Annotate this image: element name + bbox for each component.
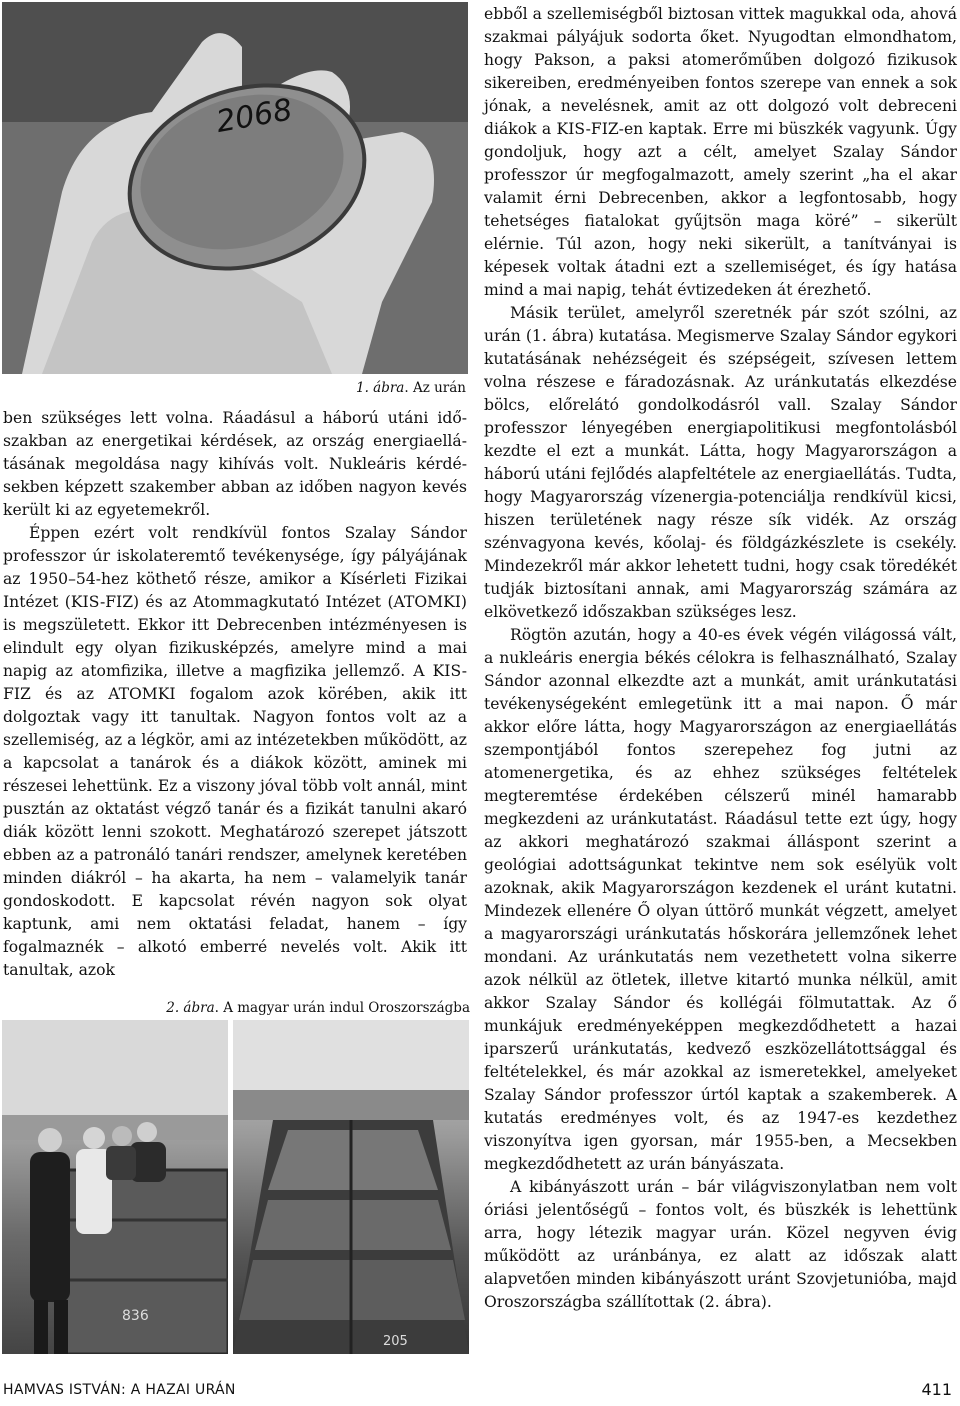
figure-2-photo-people xyxy=(2,1020,228,1354)
left-text-column xyxy=(3,407,467,982)
right-paragraph-2: Másik terület, amelyről szeretnék pár szót szólni, az urán (1. ábra) kutatása. Megismerve Szalay Sándor egykori kutatásának nehézségeit és szépségeit, szívesen lettem volna részese e fáradozásnak. Az uránkutatás elkezdése bölcs, előrelátó gondolkodásról vall. Szalay Sándor professzor lényegében energiapolitikusi megfontolásból kezdte el ezt a munkát. Látta, hogy Magyarországon a háború utáni fejlődés alapfeltétele az energiaellátás. Tudta, hogy Magyarország vízenergia-potenciálja rendkívül kicsi, hiszen területének nagy része sík vidék. Az ország szénvagyona kevés, kőolaj- és földgázkészlete is csekély. Mindezekről már akkor lehetett tudni, hogy csak töredékét tudják biztosítani annak, ami Magyarország számára az elkövetkező időszakban szükséges lesz. xyxy=(484,304,957,621)
right-text-column xyxy=(484,3,957,1314)
figure-1-number: 1. ábra xyxy=(355,380,405,396)
figure-2-number: 2. ábra xyxy=(166,1000,215,1016)
left-paragraph-2: Éppen ezért volt rendkívül fontos Szalay Sándor professzor úr iskolateremtő tevékenysége, így pályájának az 1950–54-hez köthető része, amikor a Kísérleti Fizikai Intézet (KIS-FIZ) és az Atommagkutató Intézet (ATOMKI) is megszületett. Ekkor itt Debrecenben intézményesen is elindult egy olyan fizikusképzés, amelyre mind a mai napig az atomfizika, illetve a magfizika jellemző. A KIS-FIZ és az ATOMKI fogalom azok körében, akik itt dolgoztak vagy itt tanultak. Nagyon fontos volt az a szellemiség, az a légkör, ami az intézetekben működött, az a kapcsolat a tanárok és a diákok között, aminek mi részesei lehettünk. Ez a viszony jóval több volt annál, mint pusztán az oktatást végző tanár és a fizikát tanulni akaró diák között lenni szokott. Meghatározó szerepet játszott ebben az a patronáló tanári rendszer, amelynek keretében minden diákról – ha akarta, ha nem – valamelyik tanár gondoskodott. E kapcsolat révén nagyon sok olyat kaptunk, ami nem oktatási feladat, hanem – így fogalmaznék – alkotó emberré nevelés volt. Akik itt tanultak, azok xyxy=(3,524,467,979)
figure-2-caption-text: . A magyar urán indul Oroszországba xyxy=(214,1000,470,1016)
running-head: HAMVAS ISTVÁN: A HAZAI URÁN xyxy=(3,1382,236,1398)
figure-2-photo-railcars xyxy=(233,1020,469,1354)
right-paragraph-3: Rögtön azután, hogy a 40-es évek végén világossá vált, a nukleáris energia békés célokra is felhasználható, Szalay Sándor azonnal elkezdte azt a munkát, amit uránkutatási tevékenységeként emlegetünk itt a mai napon. Ő már akkor előre látta, hogy Magyarországon az energiaellátás szempontjából fontos szerepehez fog jutni az atomenergetika, és az ehhez szükséges feltételek megteremtése érdekében célszerű minél hamarabb megkezdeni az uránkutatást. Ráadásul tette ezt úgy, hogy az akkori meghatározó szakmai álláspont szerint a geológiai adottságunkat tekintve nem sok esélyük volt azoknak, akik Magyarországon kezdenek el uránt kutatni. Mindezek ellenére Ő olyan úttörő munkát végzett, amelyet a magyarországi uránkutatás hőskorára jellemzőnek lehet mondani. Az uránkutatás nem vezethetett volna sikerre azok nélkül az ötletek, illetve kitartó munka nélkül, amit akkor Szalay Sándor és kollégái fölmutattak. Az ő munkájuk eredményeképpen megkezdődhetett a hazai iparszerű uránkutatás, kedvező eszközellátottsággal és feltételekkel, és már azokkal az ismeretekkel, amelyeket Szalay Sándor professzor úrtól kaptak a szakemberek. A kutatás eredményes volt, és az 1947-es kezdethez viszonyítva igen gyorsan, már 1955-ben, a Mecsekben megkezdődhetett az urán bányászata. xyxy=(484,626,957,1173)
figure-1-photo xyxy=(2,2,468,374)
railcar-number-right: 205 xyxy=(383,1334,408,1349)
left-paragraph-1: ben szükséges lett volna. Ráadásul a háború utáni időszakban az energetikai kérdések, az ország energiaellátásának megoldása nagy kihívás volt. Nukleáris kérdésekben képzett szakember abban az időben nagyon kevés került ki az egyetemekről. xyxy=(3,409,467,519)
right-paragraph-1: ebből a szellemiségből biztosan vittek magukkal oda, ahová szakmai pályájuk sodorta őket. Nyugodtan elmondhatom, hogy Pakson, a paksi atomerőműben dolgozó fizikusok sikereiben, eredményeiben fontos szerepe van ennek a sok jónak, a nevelésnek, amit az ott dolgozó volt debreceni diákok a KIS-FIZ-en kaptak. Erre mi büszkék vagyunk. Úgy gondoljuk, hogy azt a célt, amelyet Szalay Sándor professzor úr megfogalmazott, amely szerint „ha el akar valamit érni Debrecenben, akkor a legfontosabb, hogy tehetséges fiatalokat gyűjtsön maga köré” – sikerült elérnie. Túl azon, hogy neki sikerült, a tanítványai is képesek voltak átadni ezt a szellemiséget, és így hatása mind a mai napig, tehát évtizedeken át érezhető. xyxy=(484,5,957,299)
railcars-illustration xyxy=(233,1020,469,1354)
disc-label: 2068 xyxy=(213,92,295,141)
railcar-number-left: 836 xyxy=(122,1308,149,1324)
page-number: 411 xyxy=(921,1380,952,1399)
figure-1-caption xyxy=(180,380,466,396)
men-with-railcar-illustration xyxy=(2,1020,228,1354)
figure-1-caption-text: . Az urán xyxy=(404,380,466,396)
uranium-disc-illustration xyxy=(2,2,468,374)
figure-2-caption xyxy=(76,1000,470,1016)
right-paragraph-4: A kibányászott urán – bár világviszonylatban nem volt óriási jelentőségű – fontos volt, és büszkék is lehettünk arra, hogy létezik magyar urán. Közel negyven évig működött az uránbánya, ez alatt az időszak alatt alapvetően minden kibányászott uránt Szovjetunióba, majd Oroszországba szállítottak (2. ábra). xyxy=(484,1178,957,1311)
